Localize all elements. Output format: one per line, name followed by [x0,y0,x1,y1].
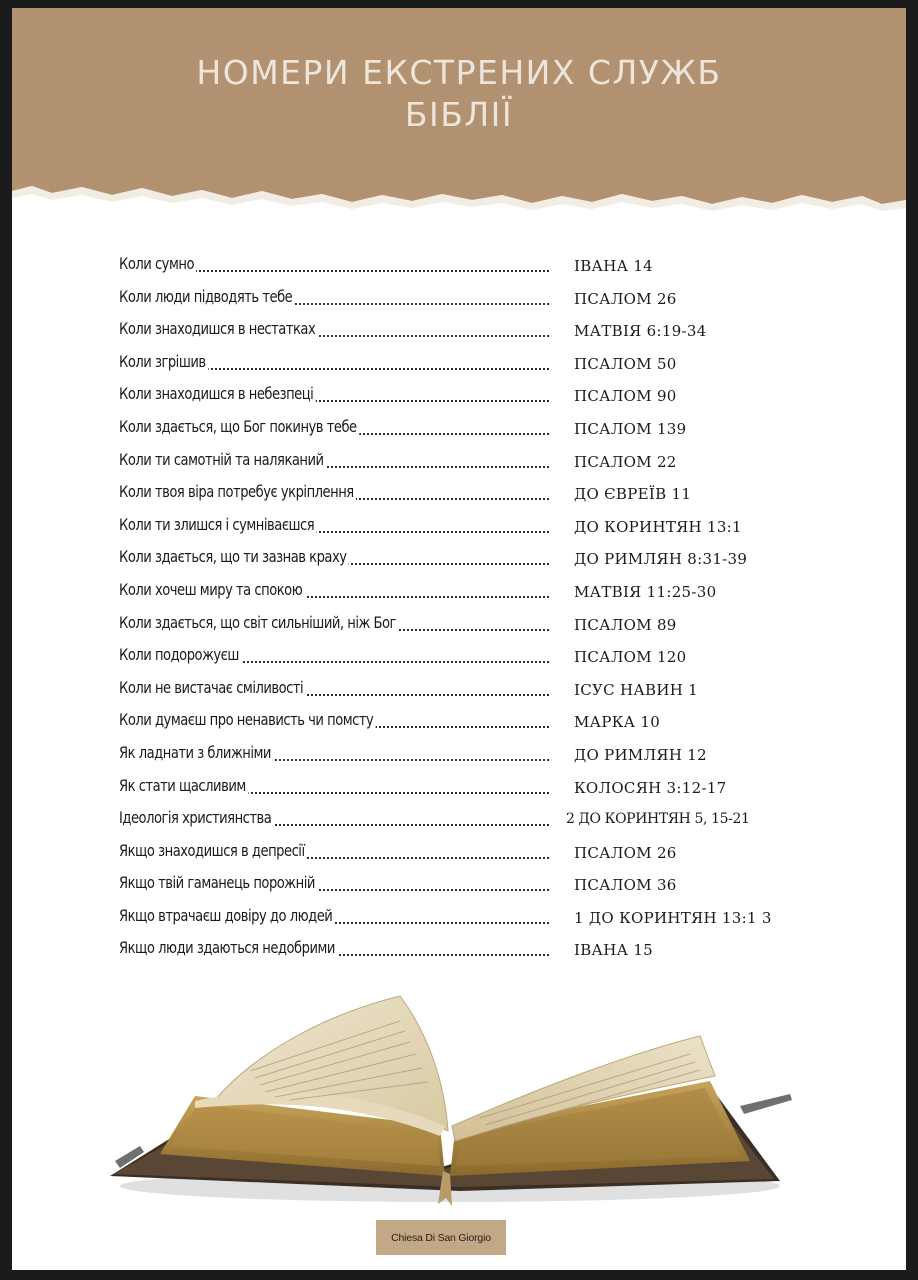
list-item [119,607,799,640]
list-item [119,476,799,509]
situation-label: Коли думаєш про ненависть чи помсту [119,710,376,729]
scripture-reference: ІВАНА 14 [574,257,654,275]
list-item [119,802,799,835]
scripture-reference: КОЛОСЯН 3:12-17 [574,778,727,797]
situation-label: Якщо втрачаєш довіру до людей [119,906,335,925]
title-line-1: НОМЕРИ ЕКСТРЕНИХ СЛУЖБ [196,53,722,92]
situation-label: Як ладнати з ближніми [119,743,273,762]
scripture-reference: МАРКА 10 [574,713,661,732]
situation-label: Коли здається, що світ сильніший, ніж Бог [119,613,398,632]
scripture-reference: ПСАЛОМ 90 [574,387,677,406]
situation-label: Якщо знаходишся в депресії [119,841,307,860]
scripture-reference: МАТВІЯ 6:19-34 [574,322,707,341]
scripture-reference: ДО ЄВРЕЇВ 11 [574,485,692,504]
list-item [119,281,799,314]
list-item [119,411,799,444]
scripture-reference: ПСАЛОМ 89 [574,615,677,634]
scripture-reference: ДО РИМЛЯН 12 [574,745,707,764]
scripture-reference: ПСАЛОМ 26 [574,843,677,862]
scripture-reference: ДО РИМЛЯН 8:31-39 [574,550,748,569]
church-credit-label: Chiesa Di San Giorgio [376,1220,506,1255]
list-item [119,770,799,803]
situation-label: Якщо твій гаманець порожній [119,873,317,892]
situation-label: Коли знаходишся в нестатках [119,319,318,338]
situation-label: Ідеологія християнства [119,808,274,827]
list-item [119,509,799,542]
list-item [119,444,799,477]
list-item [119,574,799,607]
situation-label: Коли не вистачає сміливості [119,678,306,697]
scripture-reference: ІСУС НАВИН 1 [574,680,699,699]
emergency-reference-list [119,248,799,965]
list-item [119,346,799,379]
situation-label: Коли хочеш миру та спокою [119,580,305,599]
list-item [119,248,799,281]
scripture-reference: ПСАЛОМ 139 [574,419,687,438]
situation-label: Коли подорожуєш [119,645,241,664]
list-item [119,672,799,705]
situation-label: Коли здається, що Бог покинув тебе [119,417,359,436]
list-item [119,737,799,770]
situation-label: Коли люди підводять тебе [119,287,295,306]
scripture-reference: 2 ДО КОРИНТЯН 5, 15-21 [566,811,750,828]
page-title [12,52,906,136]
situation-label: Коли знаходишся в небезпеці [119,384,316,403]
situation-label: Коли сумно [119,254,196,273]
list-item [119,835,799,868]
scripture-reference: ІВАНА 15 [574,941,654,960]
list-item [119,932,799,965]
scripture-reference: ДО КОРИНТЯН 13:1 [574,517,742,536]
scripture-reference: ПСАЛОМ 36 [574,876,677,895]
list-item [119,378,799,411]
list-item [119,541,799,574]
situation-label: Коли твоя віра потребує укріплення [119,482,356,501]
list-item [119,704,799,737]
situation-label: Коли ти злишся і сумніваєшся [119,515,317,534]
scripture-reference: ПСАЛОМ 50 [574,354,677,373]
situation-label: Як стати щасливим [119,776,248,795]
poster-page [12,8,906,1270]
situation-label: Коли ти самотній та наляканий [119,450,326,469]
situation-label: Коли здається, що ти зазнав краху [119,547,349,566]
open-bible-illustration [100,976,800,1216]
list-item [119,639,799,672]
scripture-reference: ПСАЛОМ 22 [574,452,677,471]
scripture-reference: МАТВІЯ 11:25-30 [574,582,717,601]
scripture-reference: ПСАЛОМ 26 [574,289,677,308]
list-item [119,867,799,900]
scripture-reference: ПСАЛОМ 120 [574,648,687,667]
open-bible-icon [100,976,800,1216]
title-line-2: БІБЛІЇ [404,95,514,134]
situation-label: Коли згрішив [119,352,208,371]
list-item [119,313,799,346]
list-item [119,900,799,933]
situation-label: Якщо люди здаються недобрими [119,938,337,957]
scripture-reference: 1 ДО КОРИНТЯН 13:1 3 [574,908,772,927]
